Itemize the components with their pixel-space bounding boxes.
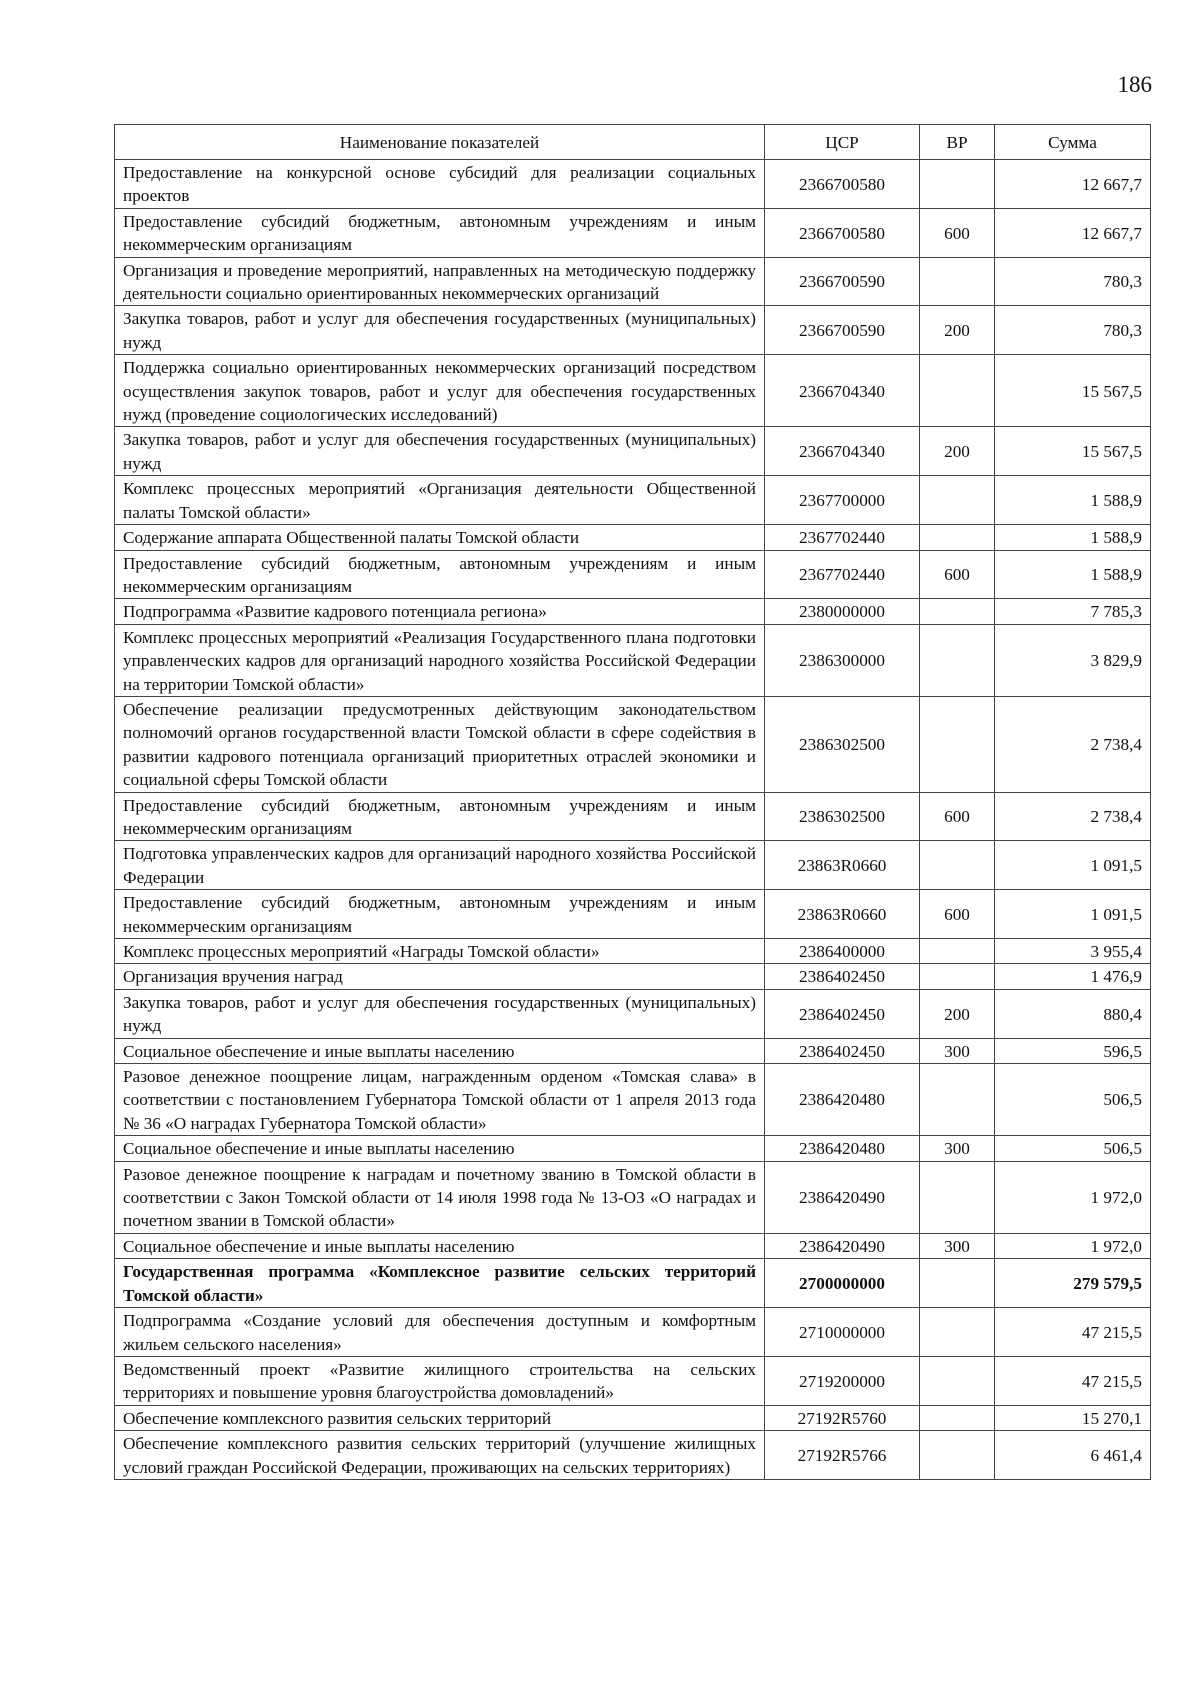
cell-csr: 2366700580 <box>765 160 920 209</box>
cell-sum: 1 091,5 <box>995 890 1151 939</box>
cell-name: Обеспечение комплексного развития сельских территорий <box>115 1405 765 1430</box>
cell-csr: 27192R5760 <box>765 1405 920 1430</box>
cell-sum: 6 461,4 <box>995 1431 1151 1480</box>
cell-name: Социальное обеспечение и иные выплаты населению <box>115 1233 765 1258</box>
cell-csr: 2380000000 <box>765 599 920 624</box>
table-row <box>115 1308 1151 1357</box>
cell-vr <box>920 964 995 989</box>
cell-vr: 600 <box>920 550 995 599</box>
cell-vr <box>920 696 995 792</box>
cell-vr <box>920 624 995 696</box>
cell-sum: 880,4 <box>995 989 1151 1038</box>
table-row <box>115 1405 1151 1430</box>
cell-vr <box>920 1308 995 1357</box>
cell-vr <box>920 841 995 890</box>
cell-name: Социальное обеспечение и иные выплаты населению <box>115 1038 765 1063</box>
table-row <box>115 841 1151 890</box>
cell-csr: 2386402450 <box>765 989 920 1038</box>
header-name: Наименование показателей <box>115 125 765 160</box>
table-row <box>115 1136 1151 1161</box>
header-sum: Сумма <box>995 125 1151 160</box>
cell-name: Комплекс процессных мероприятий «Реализация Государственного плана подготовки управленческих кадров для организаций народного хозяйства Российской Федерации на территории Томской области» <box>115 624 765 696</box>
cell-vr <box>920 1259 995 1308</box>
cell-csr: 2366700590 <box>765 257 920 306</box>
table-row <box>115 355 1151 427</box>
cell-csr: 2710000000 <box>765 1308 920 1357</box>
cell-csr: 2386302500 <box>765 792 920 841</box>
budget-table <box>114 124 1151 1480</box>
cell-name: Подпрограмма «Развитие кадрового потенциала региона» <box>115 599 765 624</box>
cell-csr: 2719200000 <box>765 1356 920 1405</box>
table-row <box>115 476 1151 525</box>
cell-csr: 2366704340 <box>765 355 920 427</box>
cell-csr: 2386420480 <box>765 1136 920 1161</box>
cell-sum: 47 215,5 <box>995 1356 1151 1405</box>
cell-vr <box>920 599 995 624</box>
cell-csr: 2386420490 <box>765 1233 920 1258</box>
cell-sum: 15 567,5 <box>995 355 1151 427</box>
cell-csr: 2367702440 <box>765 525 920 550</box>
cell-csr: 23863R0660 <box>765 890 920 939</box>
table-row <box>115 1161 1151 1233</box>
table-row <box>115 624 1151 696</box>
cell-vr: 600 <box>920 208 995 257</box>
header-csr: ЦСР <box>765 125 920 160</box>
cell-vr <box>920 1431 995 1480</box>
cell-sum: 1 972,0 <box>995 1233 1151 1258</box>
cell-name: Обеспечение комплексного развития сельских территорий (улучшение жилищных условий граждан Российской Федерации, проживающих на сельских территориях) <box>115 1431 765 1480</box>
cell-vr <box>920 525 995 550</box>
cell-name: Предоставление субсидий бюджетным, автономным учреждениям и иным некоммерческим организациям <box>115 890 765 939</box>
cell-sum: 15 567,5 <box>995 427 1151 476</box>
cell-name: Закупка товаров, работ и услуг для обеспечения государственных (муниципальных) нужд <box>115 989 765 1038</box>
table-row <box>115 427 1151 476</box>
cell-vr: 200 <box>920 989 995 1038</box>
cell-csr: 2366704340 <box>765 427 920 476</box>
table-row <box>115 1038 1151 1063</box>
cell-name: Предоставление субсидий бюджетным, автономным учреждениям и иным некоммерческим организациям <box>115 792 765 841</box>
cell-sum: 3 829,9 <box>995 624 1151 696</box>
cell-name: Организация и проведение мероприятий, направленных на методическую поддержку деятельности социально ориентированных некоммерческих организаций <box>115 257 765 306</box>
cell-name: Разовое денежное поощрение к наградам и почетному званию в Томской области в соответствии с Закон Томской области от 14 июля 1998 года № 13-ОЗ «О наградах и почетном звании в Томской области» <box>115 1161 765 1233</box>
cell-sum: 596,5 <box>995 1038 1151 1063</box>
cell-vr: 200 <box>920 427 995 476</box>
cell-name: Комплекс процессных мероприятий «Награды Томской области» <box>115 939 765 964</box>
cell-vr <box>920 476 995 525</box>
cell-csr: 23863R0660 <box>765 841 920 890</box>
page-number: 186 <box>1117 72 1152 97</box>
cell-name: Закупка товаров, работ и услуг для обеспечения государственных (муниципальных) нужд <box>115 427 765 476</box>
table-row <box>115 1356 1151 1405</box>
cell-sum: 2 738,4 <box>995 696 1151 792</box>
cell-name: Предоставление на конкурсной основе субсидий для реализации социальных проектов <box>115 160 765 209</box>
cell-vr: 300 <box>920 1233 995 1258</box>
cell-csr: 2386300000 <box>765 624 920 696</box>
cell-sum: 1 588,9 <box>995 550 1151 599</box>
cell-sum: 15 270,1 <box>995 1405 1151 1430</box>
cell-vr <box>920 257 995 306</box>
cell-sum: 1 476,9 <box>995 964 1151 989</box>
cell-vr <box>920 1356 995 1405</box>
cell-vr: 600 <box>920 792 995 841</box>
cell-name: Обеспечение реализации предусмотренных действующим законодательством полномочий органов государственной власти Томской области в сфере содействия в развитии кадрового потенциала организаций приоритетных отраслей экономики и социальной сферы Томской области <box>115 696 765 792</box>
table-row <box>115 257 1151 306</box>
table-row <box>115 599 1151 624</box>
cell-name: Подготовка управленческих кадров для организаций народного хозяйства Российской Федерации <box>115 841 765 890</box>
cell-sum: 12 667,7 <box>995 208 1151 257</box>
cell-name: Социальное обеспечение и иные выплаты населению <box>115 1136 765 1161</box>
cell-csr: 2700000000 <box>765 1259 920 1308</box>
table-row <box>115 890 1151 939</box>
table-row <box>115 989 1151 1038</box>
cell-csr: 2367700000 <box>765 476 920 525</box>
cell-sum: 506,5 <box>995 1136 1151 1161</box>
cell-csr: 2386402450 <box>765 1038 920 1063</box>
cell-sum: 780,3 <box>995 306 1151 355</box>
cell-vr <box>920 1405 995 1430</box>
cell-name: Подпрограмма «Создание условий для обеспечения доступным и комфортным жильем сельского населения» <box>115 1308 765 1357</box>
table-row <box>115 939 1151 964</box>
cell-vr <box>920 1161 995 1233</box>
cell-sum: 1 091,5 <box>995 841 1151 890</box>
cell-vr <box>920 1064 995 1136</box>
cell-csr: 2366700590 <box>765 306 920 355</box>
table-row <box>115 1064 1151 1136</box>
table-row <box>115 550 1151 599</box>
cell-csr: 2386402450 <box>765 964 920 989</box>
cell-sum: 47 215,5 <box>995 1308 1151 1357</box>
table-row <box>115 1431 1151 1480</box>
cell-csr: 2386302500 <box>765 696 920 792</box>
cell-name: Комплекс процессных мероприятий «Организация деятельности Общественной палаты Томской области» <box>115 476 765 525</box>
cell-sum: 1 588,9 <box>995 525 1151 550</box>
cell-csr: 2386420480 <box>765 1064 920 1136</box>
cell-name: Предоставление субсидий бюджетным, автономным учреждениям и иным некоммерческим организациям <box>115 550 765 599</box>
cell-name: Ведомственный проект «Развитие жилищного строительства на сельских территориях и повышение уровня благоустройства домовладений» <box>115 1356 765 1405</box>
cell-vr <box>920 939 995 964</box>
table-row <box>115 696 1151 792</box>
cell-name: Государственная программа «Комплексное развитие сельских территорий Томской области» <box>115 1259 765 1308</box>
cell-sum: 2 738,4 <box>995 792 1151 841</box>
cell-sum: 279 579,5 <box>995 1259 1151 1308</box>
cell-name: Поддержка социально ориентированных некоммерческих организаций посредством осуществления закупок товаров, работ и услуг для обеспечения государственных нужд (проведение социологических исследований) <box>115 355 765 427</box>
cell-csr: 2367702440 <box>765 550 920 599</box>
table-row <box>115 792 1151 841</box>
table-row <box>115 1233 1151 1258</box>
cell-vr: 300 <box>920 1136 995 1161</box>
header-vr: ВР <box>920 125 995 160</box>
cell-vr: 600 <box>920 890 995 939</box>
cell-vr: 300 <box>920 1038 995 1063</box>
table-row <box>115 306 1151 355</box>
cell-vr: 200 <box>920 306 995 355</box>
table-row <box>115 964 1151 989</box>
cell-sum: 3 955,4 <box>995 939 1151 964</box>
cell-sum: 780,3 <box>995 257 1151 306</box>
cell-name: Закупка товаров, работ и услуг для обеспечения государственных (муниципальных) нужд <box>115 306 765 355</box>
cell-name: Организация вручения наград <box>115 964 765 989</box>
cell-csr: 2386400000 <box>765 939 920 964</box>
table-row <box>115 208 1151 257</box>
cell-vr <box>920 160 995 209</box>
cell-csr: 2366700580 <box>765 208 920 257</box>
cell-name: Разовое денежное поощрение лицам, награжденным орденом «Томская слава» в соответствии с постановлением Губернатора Томской области от 1 апреля 2013 года № 36 «О наградах Губернатора Томской области» <box>115 1064 765 1136</box>
cell-name: Содержание аппарата Общественной палаты Томской области <box>115 525 765 550</box>
cell-vr <box>920 355 995 427</box>
table-header-row <box>115 125 1151 160</box>
table-row <box>115 160 1151 209</box>
cell-csr: 27192R5766 <box>765 1431 920 1480</box>
table-row <box>115 525 1151 550</box>
cell-sum: 7 785,3 <box>995 599 1151 624</box>
cell-sum: 1 588,9 <box>995 476 1151 525</box>
cell-sum: 1 972,0 <box>995 1161 1151 1233</box>
cell-csr: 2386420490 <box>765 1161 920 1233</box>
table-row <box>115 1259 1151 1308</box>
cell-sum: 506,5 <box>995 1064 1151 1136</box>
cell-sum: 12 667,7 <box>995 160 1151 209</box>
cell-name: Предоставление субсидий бюджетным, автономным учреждениям и иным некоммерческим организациям <box>115 208 765 257</box>
